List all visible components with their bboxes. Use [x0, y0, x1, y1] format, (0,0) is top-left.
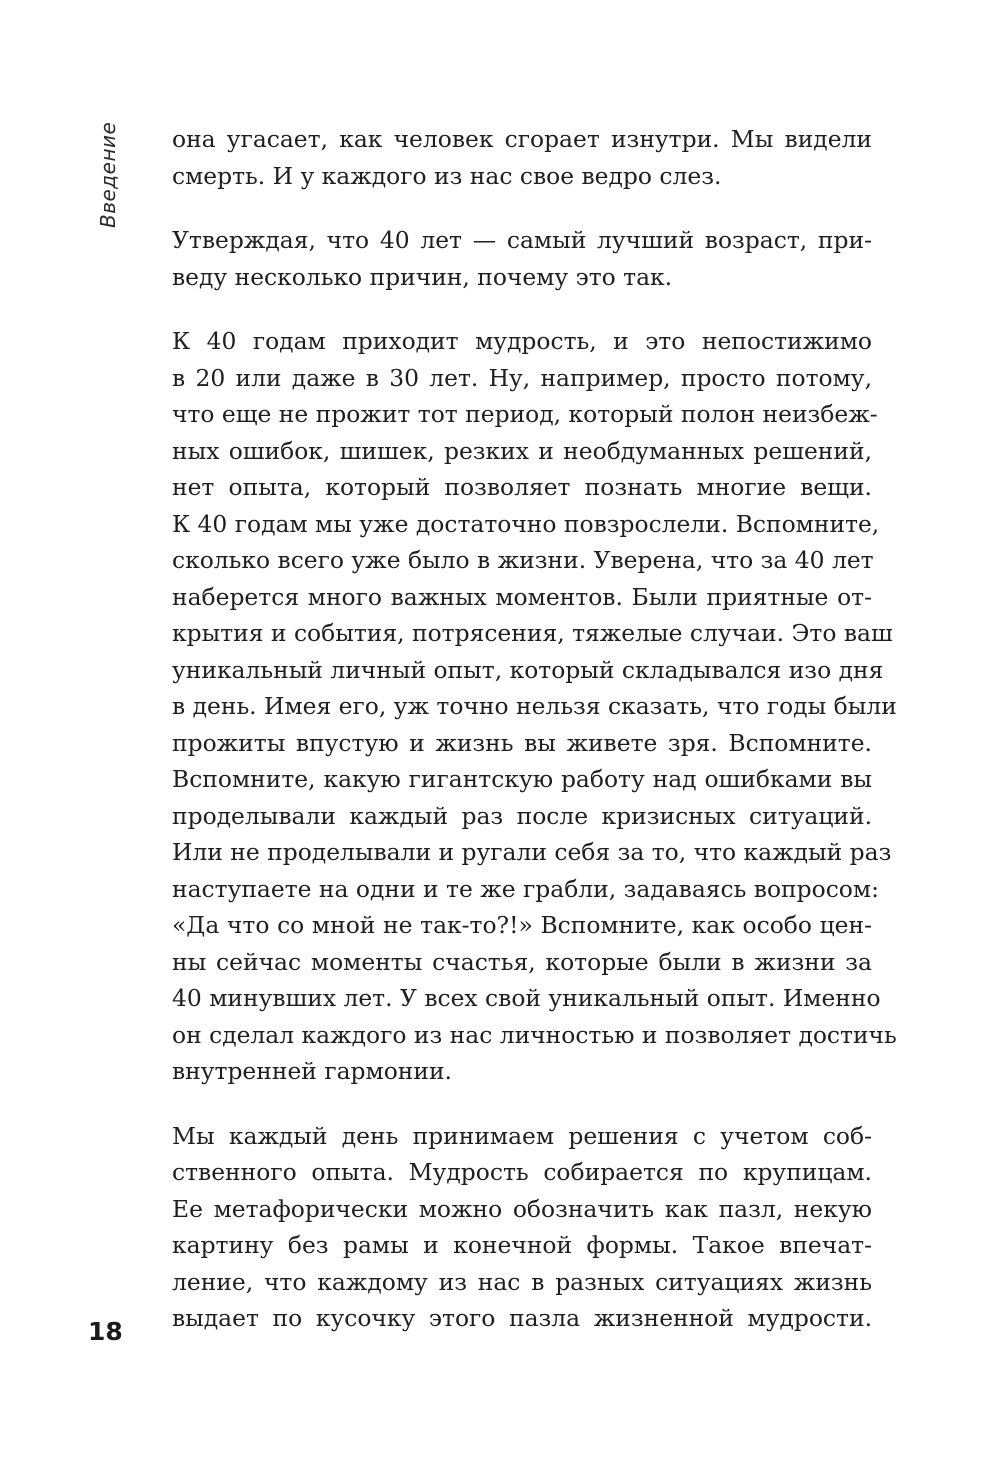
text-line: ных ошибок, шишек, резких и необдуманных решений, — [172, 436, 872, 465]
text-line: выдает по кусочку этого пазла жизненной мудрости. — [172, 1304, 872, 1332]
text-line: К 40 годам приходит мудрость, и это непостижимо — [172, 327, 872, 355]
text-line: Утверждая, что 40 лет — самый лучший возраст, при- — [172, 226, 872, 254]
text-line: нет опыта, который позволяет познать многие вещи. — [172, 473, 872, 501]
text-line: Мы каждый день принимаем решения с учетом соб- — [172, 1121, 872, 1150]
text-line: что еще не прожит тот период, который полон неизбеж- — [172, 400, 878, 428]
text-line: картину без рамы и конечной формы. Такое впечат- — [172, 1231, 872, 1259]
text-line: ление, что каждому из нас в разных ситуациях жизнь — [172, 1267, 872, 1296]
text-line: 40 минувших лет. У всех свой уникальный опыт. Именно — [172, 984, 881, 1012]
paragraph — [172, 323, 897, 1090]
text-line: она угасает, как человек сгорает изнутри. Мы видели — [172, 125, 872, 153]
running-head: Введение — [96, 121, 120, 228]
text-line: наступаете на одни и те же грабли, задаваясь вопросом: — [172, 874, 879, 903]
page-number: 18 — [88, 1317, 123, 1346]
text-line: веду несколько причин, почему это так. — [172, 262, 673, 291]
text-line: Или не проделывали и ругали себя за то, что каждый раз — [172, 838, 892, 866]
text-line: он сделал каждого из нас личностью и позволяет достичь — [172, 1020, 897, 1049]
text-line: К 40 годам мы уже достаточно повзрослели. Вспомните, — [172, 509, 880, 538]
text-line: внутренней гармонии. — [172, 1057, 452, 1085]
text-line: в 20 или даже в 30 лет. Ну, например, просто потому, — [172, 363, 872, 392]
text-line: ны сейчас моменты счастья, которые были в жизни за — [172, 947, 872, 976]
text-line: «Да что со мной не так-то?!» Вспомните, как особо цен- — [172, 911, 872, 939]
text-line: ственного опыта. Мудрость собирается по крупицам. — [172, 1158, 872, 1186]
text-line: Ее метафорически можно обозначить как пазл, некую — [172, 1194, 872, 1223]
body-text — [172, 121, 897, 1365]
text-line: Вспомните, какую гигантскую работу над ошибками вы — [172, 765, 872, 793]
text-line: крытия и события, потрясения, тяжелые случаи. Это ваш — [172, 619, 893, 647]
paragraph — [172, 222, 872, 295]
text-line: сколько всего уже было в жизни. Уверена, что за 40 лет — [172, 546, 874, 574]
paragraph — [172, 121, 872, 194]
text-line: смерть. И у каждого из нас свое ведро слез. — [172, 161, 722, 190]
text-line: уникальный личный опыт, который складывался изо дня — [172, 655, 884, 684]
text-line: в день. Имея его, уж точно нельзя сказать, что годы были — [172, 692, 897, 720]
text-line: наберется много важных моментов. Были приятные от- — [172, 582, 872, 611]
text-line: проделывали каждый раз после кризисных ситуаций. — [172, 801, 872, 830]
paragraph — [172, 1118, 872, 1337]
text-line: прожиты впустую и жизнь вы живете зря. Вспомните. — [172, 728, 872, 757]
